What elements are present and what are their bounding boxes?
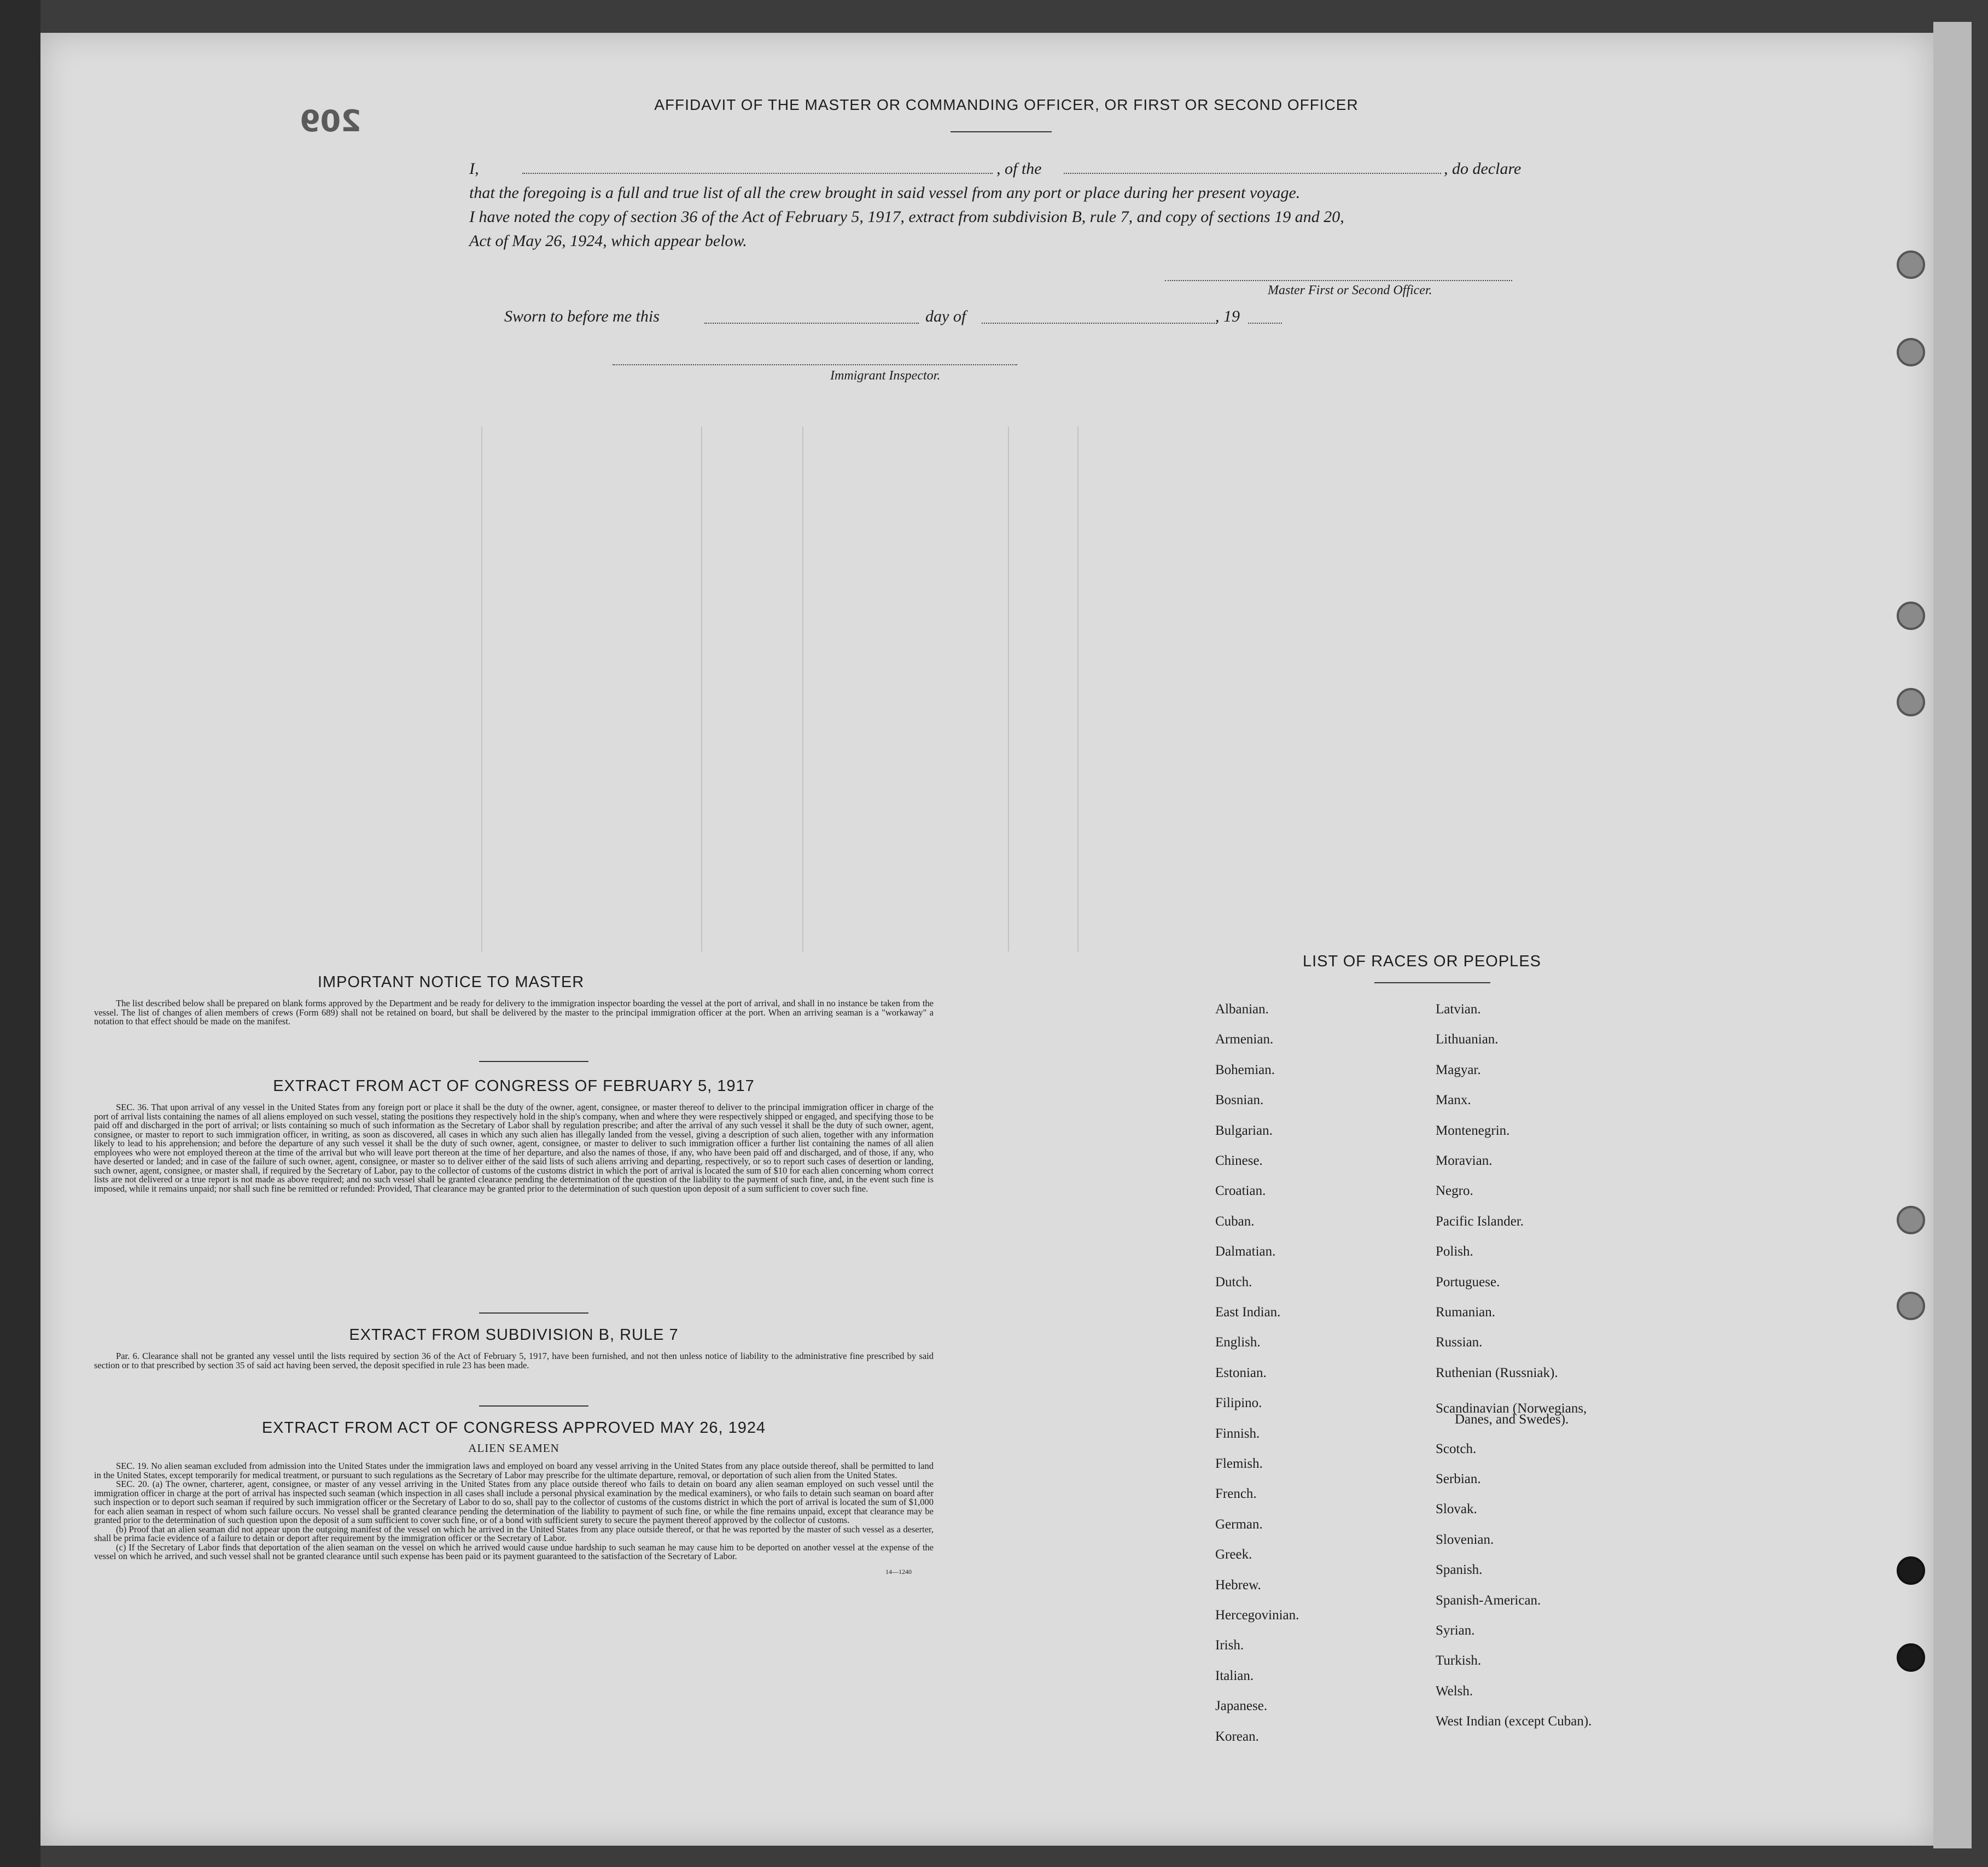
day-of-label: day of (925, 307, 966, 325)
race-item: Irish. (1215, 1638, 1244, 1653)
affidavit-declare: , do declare (1444, 160, 1521, 178)
notice-text: The list described below shall be prepared on blank forms approved by the Department and be ready for delivery to the immigration inspector boarding the vessel at the port of arrival, and shall in no instance be taken from the vessel. The list of changes of alien members of crews (Form 689) shall not be retained on board, but shall be delivered by the master to the principal immigration officer at the port. When an arriving seaman is a "workaway" a notation to that effect should be made on the manifest. (94, 998, 934, 1026)
race-item: Serbian. (1436, 1472, 1481, 1486)
affidavit-i: I, (469, 160, 479, 178)
race-item: Negro. (1436, 1183, 1473, 1199)
race-item: Armenian. (1215, 1032, 1274, 1047)
race-item: Turkish. (1436, 1653, 1482, 1668)
punch-hole (1897, 338, 1925, 366)
section-rule (479, 1405, 588, 1407)
sec20a-text: SEC. 20. (a) The owner, charterer, agent, consignee, or master of any vessel arriving in the United States from any place outside thereof who fails to detain on board any alien seaman employed on such vessel until the immigration officer in charge at the port of arrival has inspected such seaman (which inspection in all cases shall include a personal physical examination by the medical examiners), or who fails to detain such seaman on board after such inspection or to deport such seaman if required by such immigration officer or the Secretary of Labor to do so, shall pay to the collector of customs of the customs district in which the port of arrival is located the sum of $1,000 for each alien seaman in respect of whom such failure occurs. No vessel shall be granted clearance pending the determination of the liability to payment of such fine, or while the fine remains unpaid, except that clearance may be granted prior to the determination of such question upon the deposit of a sum sufficient to cover such fine, or of a bond with sufficient surety to secure the payment thereof approved by the collector of customs. (94, 1479, 934, 1525)
race-item: Polish. (1436, 1244, 1473, 1259)
race-item: Bosnian. (1215, 1093, 1264, 1108)
notice-section (94, 973, 934, 1026)
punch-hole (1897, 1206, 1925, 1234)
name-field[interactable] (522, 173, 993, 174)
race-item: Dalmatian. (1215, 1244, 1276, 1259)
race-item: Portuguese. (1436, 1274, 1500, 1290)
master-label: Master First or Second Officer. (1268, 283, 1432, 297)
section-rule (479, 1312, 588, 1314)
race-item: Pacific Islander. (1436, 1213, 1524, 1229)
races-rule (1374, 982, 1490, 983)
punch-hole (1897, 602, 1925, 630)
race-item: Welsh. (1436, 1683, 1473, 1699)
race-item: Rumanian. (1436, 1305, 1496, 1320)
extract-rule7-title: EXTRACT FROM SUBDIVISION B, RULE 7 (349, 1326, 679, 1344)
title-rule (951, 131, 1052, 132)
scan-left-edge (0, 0, 40, 1867)
race-item: Hercegovinian. (1215, 1608, 1299, 1623)
race-item: Scotch. (1436, 1441, 1477, 1456)
race-item: Magyar. (1436, 1062, 1481, 1077)
race-item: Latvian. (1436, 1002, 1481, 1017)
race-item: Bohemian. (1215, 1062, 1275, 1077)
races-title: LIST OF RACES OR PEOPLES (1302, 953, 1542, 970)
race-item: Chinese. (1215, 1153, 1263, 1168)
bleed-line (1077, 427, 1078, 952)
form-number: 14—1240 (885, 1567, 912, 1576)
race-item: West Indian (except Cuban). (1436, 1714, 1592, 1729)
section-rule (479, 1061, 588, 1062)
race-item: Croatian. (1215, 1183, 1266, 1199)
race-item: Filipino. (1215, 1396, 1262, 1411)
race-item: Flemish. (1215, 1456, 1263, 1471)
race-item: Hebrew. (1215, 1577, 1261, 1592)
sworn-month-field[interactable] (982, 323, 1217, 324)
extract-rule7-section (94, 1326, 934, 1370)
race-item: Korean. (1215, 1729, 1259, 1744)
extract-1917-text: SEC. 36. That upon arrival of any vessel in the United States from any foreign port or place it shall be the duty of the owner, agent, consignee, or master thereof to deliver to the principal immigration officer in charge of the port of arrival lists containing the names of all aliens employed on such vessel, stating the positions they respectively hold in the ship's company, when and where they were respectively shipped or engaged, and specifying those to be paid off and discharged in the port of arrival; or lists containing so much of such information as the Secretary of Labor shall by regulation prescribe; and after the arrival of any such vessel it shall be the duty of such owner, agent, consignee, or master to report to such immigration officer, in writing, as soon as discovered, all cases in which any such alien has illegally landed from the vessel, giving a description of such alien, together with any information likely to lead to his apprehension; and before the departure of any such vessel it shall be the duty of such owner, agent, consignee, or master to deliver to such immigration officer a further list containing the names of all alien employees who were not employed thereon at the time of the arrival but who will leave port thereon at the time of her departure, and also the names of those, if any, who have been paid off and discharged, and of those, if any, who have deserted or landed; and in case of the failure of such owner, agent, consignee, or master so to deliver either of the said lists of such aliens arriving and departing, respectively, or so to report such cases of desertion or landing, such owner, agent, consignee, or master shall, if required by the Secretary of Labor, pay to the collector of customs of the customs district in which the port of arrival is located the sum of $10 for each alien concerning whom correct lists are not delivered or a true report is not made as above required; and no such vessel shall be granted clearance pending the determination of the question of the liability to the payment of such fine, and, in the event such fine is imposed, while it remains unpaid; nor shall such fine be remitted or refunded: Provided, That clearance may be granted prior to the determination of such question upon deposit of a sum sufficient to cover such fine. (94, 1102, 934, 1194)
race-item: Lithuanian. (1436, 1032, 1499, 1047)
affidavit-of-the: , of the (996, 160, 1042, 178)
race-item: Moravian. (1436, 1153, 1493, 1168)
bleed-line (1008, 427, 1009, 952)
inspector-label: Immigrant Inspector. (830, 369, 941, 383)
extract-rule7-text: Par. 6. Clearance shall not be granted any vessel until the lists required by section 36 of the Act of February 5, 1917, have been furnished, and not then unless notice of liability to the administrative fine prescribed by said section or to that prescribed by section 35 of said act having been served, the deposit specified in rule 23 has been made. (94, 1351, 934, 1370)
race-item: Scandinavian (Norwegians, (1436, 1401, 1587, 1416)
sworn-year-field[interactable] (1248, 323, 1282, 324)
race-item: Spanish-American. (1436, 1592, 1541, 1608)
race-item: Italian. (1215, 1668, 1254, 1683)
race-item: English. (1215, 1335, 1261, 1350)
punch-hole (1897, 1292, 1925, 1320)
race-item: Slovenian. (1436, 1532, 1494, 1547)
alien-seamen-subtitle: ALIEN SEAMEN (468, 1442, 559, 1455)
race-item: Albanian. (1215, 1002, 1269, 1017)
punch-hole (1897, 1556, 1925, 1585)
punch-hole (1897, 1643, 1925, 1672)
sworn-label: Sworn to before me this (504, 307, 660, 325)
year-label: , 19 (1215, 307, 1240, 325)
extract-1917-title: EXTRACT FROM ACT OF CONGRESS OF FEBRUARY 5, 1917 (273, 1077, 755, 1095)
sec20b-text: (b) Proof that an alien seaman did not appear upon the outgoing manifest of the vessel on which he arrived in the United States from any place outside thereof, or that he was reported by the master of such vessel as a deserter, shall be prima facie evidence of a failure to detain or deport after requirement by the immigration officer or the Secretary of Labor. (94, 1524, 934, 1543)
race-item: Dutch. (1215, 1274, 1252, 1290)
race-item: Slovak. (1436, 1502, 1477, 1517)
sworn-day-field[interactable] (704, 323, 919, 324)
bleed-line (802, 427, 803, 952)
race-item: Cuban. (1215, 1213, 1255, 1229)
affidavit-title: AFFIDAVIT OF THE MASTER OR COMMANDING OFFICER, OR FIRST OR SECOND OFFICER (654, 96, 1359, 113)
extract-1924-title: EXTRACT FROM ACT OF CONGRESS APPROVED MAY 26, 1924 (261, 1419, 766, 1437)
race-item: East Indian. (1215, 1305, 1281, 1320)
sec19-text: SEC. 19. No alien seaman excluded from admission into the United States under the immigration laws and employed on board any vessel arriving in the United States from any place outside thereof, shall be permitted to land in the United States, except temporarily for medical treatment, or pursuant to such regulations as the Secretary of Labor may prescribe for the ultimate departure, removal, or deportation of such alien from the United States. (94, 1461, 934, 1480)
race-item: Syrian. (1436, 1623, 1475, 1638)
affidavit-line2: that the foregoing is a full and true list of all the crew brought in said vessel from any port or place during her present voyage. (469, 184, 1301, 202)
race-item: Montenegrin. (1436, 1123, 1510, 1138)
punch-hole (1897, 250, 1925, 279)
bleed-line (481, 427, 482, 952)
affidavit-line4: Act of May 26, 1924, which appear below. (469, 232, 747, 250)
race-item: Greek. (1215, 1547, 1252, 1562)
race-item: Japanese. (1215, 1699, 1268, 1714)
race-item: German. (1215, 1516, 1263, 1532)
punch-hole (1897, 688, 1925, 716)
race-item: Russian. (1436, 1335, 1483, 1350)
race-item: Spanish. (1436, 1562, 1483, 1578)
sec20c-text: (c) If the Secretary of Labor finds that deportation of the alien seaman on the vessel on which he arrived would cause undue hardship to such seaman he may cause him to be deported on another vessel at the expense of the vessel on which he arrived, and such vessel shall not be granted clearance until such expense has been paid or its payment guaranteed to the satisfaction of the Secretary of Labor. (94, 1542, 934, 1561)
race-item: French. (1215, 1486, 1257, 1502)
vessel-field[interactable] (1064, 173, 1441, 174)
race-item: Manx. (1436, 1093, 1471, 1108)
notice-title: IMPORTANT NOTICE TO MASTER (317, 973, 585, 991)
race-item: Bulgarian. (1215, 1123, 1273, 1138)
ghost-stamp-number: 209 (300, 104, 362, 138)
master-signature-field[interactable] (1165, 280, 1512, 281)
race-item: Finnish. (1215, 1426, 1260, 1441)
affidavit-line3: I have noted the copy of section 36 of the Act of February 5, 1917, extract from subdivision B, rule 7, and copy of sections 19 and 20, (469, 208, 1344, 226)
extract-1917-section (94, 1077, 934, 1193)
race-item: Estonian. (1215, 1365, 1267, 1380)
bleed-line (701, 427, 702, 952)
race-item: Danes, and Swedes). (1455, 1412, 1569, 1427)
extract-1924-section (94, 1419, 934, 1576)
scan-right-edge (1933, 22, 1972, 1848)
race-item: Ruthenian (Russniak). (1436, 1365, 1558, 1380)
inspector-signature-field[interactable] (613, 364, 1017, 365)
